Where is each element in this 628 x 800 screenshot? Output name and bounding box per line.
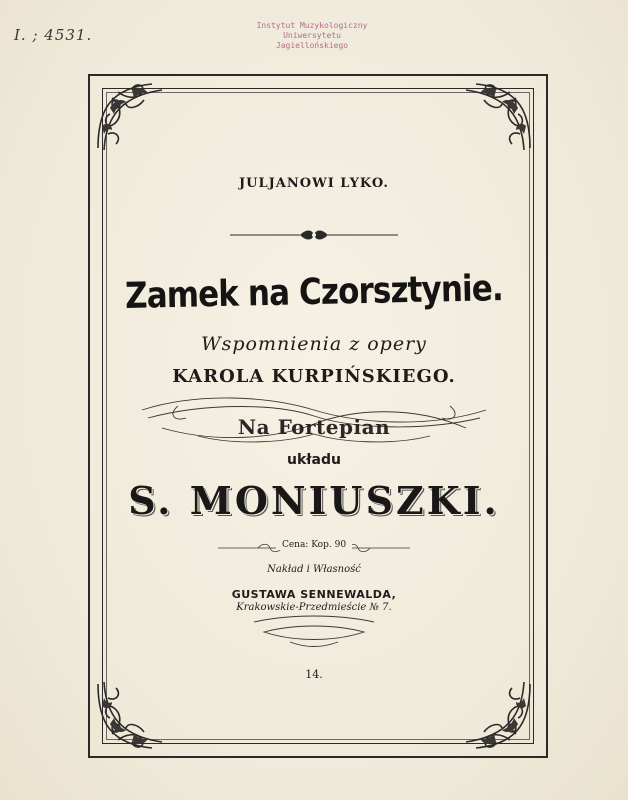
dedication: JULJANOWI LYKO. [239,176,389,191]
corner-ornament-icon [92,676,170,754]
stamp-line-1: Instytut Muzykologiczny [256,21,368,30]
corner-ornament-icon [458,676,536,754]
shelfmark: Ⅰ. ; 4531. [14,26,93,44]
small-flourish-icon [250,614,378,648]
plate-number: 14. [305,668,323,681]
subtitle: Wspomnienia z opery [201,333,427,355]
stamp-line-2: Uniwersytetu Jagiellońskiego [275,31,349,50]
arranger-name: S. MONIUSZKI. [128,478,500,523]
publisher-label: Nakład i Własność [267,564,361,575]
publisher-address: Krakowskie-Przedmieście № 7. [236,602,392,613]
price-text: Cena: Kop. 90 [276,540,352,550]
ornamental-divider-icon [230,228,398,242]
corner-ornament-icon [92,78,170,156]
arranged-label: układu [287,452,341,468]
corner-ornament-icon [458,78,536,156]
composer-name: KAROLA KURPIŃSKIEGO. [172,366,456,387]
page-title: Zamek na Czorsztynie. [124,268,504,317]
instrument-label: Na Fortepian [237,415,391,439]
library-stamp [252,21,372,51]
price-label [0,540,628,550]
publisher-name: GUSTAWA SENNEWALDA, [231,588,397,601]
